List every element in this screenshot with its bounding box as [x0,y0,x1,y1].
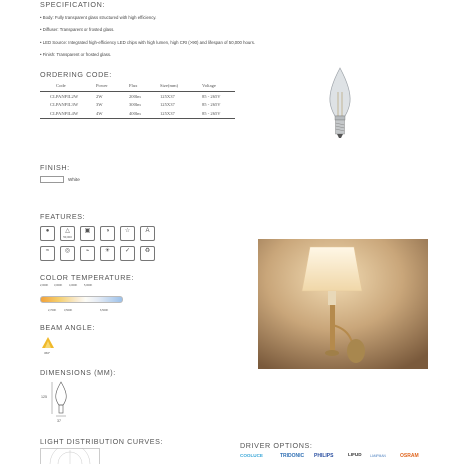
table-row [40,92,235,101]
table-cell: 400lm [129,110,141,116]
table-row [40,101,235,110]
dimension-drawing [51,381,71,417]
driver-brands [240,453,430,463]
features-heading: FEATURES: [40,212,86,221]
table-header-row [40,80,235,92]
brand-lampman-logo: LAMPMAN [370,454,386,458]
finish-swatch [40,176,64,183]
color-temperature-scale [40,284,130,316]
specification-heading: SPECIFICATION: [40,0,105,9]
table-cell: 125X37 [160,102,175,108]
specification-list [40,12,340,61]
cct-tick-top: 3,000K [54,284,63,287]
beam-angle-heading: BEAM ANGLE: [40,323,95,332]
column-header: Power [96,83,108,88]
dimension-width: 37 [57,419,61,423]
dimmable-icon: ◑ [100,226,115,241]
dimension-height: 125 [41,395,47,399]
lifespan-icon: △ 50,000 [60,226,75,241]
light-distribution-heading: LIGHT DISTRIBUTION CURVES: [40,437,164,446]
led-chip-icon: ▣ [80,226,95,241]
column-header: Flux [129,83,138,88]
table-cell: 2W [96,93,103,99]
lifestyle-photo [258,239,428,369]
brand-lifud-logo: LIFUD [348,452,362,457]
table-cell: 3W [96,102,103,108]
dimensions-heading: DIMENSIONS (MM): [40,368,116,377]
warranty-icon: ✓ [120,246,135,261]
table-cell: 125X37 [160,110,175,116]
finish-label: White [68,177,80,182]
table-cell: 125X37 [160,93,175,99]
color-temperature-heading: COLOR TEMPERATURE: [40,273,134,282]
table-cell: 4W [96,110,103,116]
cct-tick-top: 5,000K [84,284,93,287]
spec-item: • LED Source: Integrated high-efficiency LED chips with high lumen, high CRI (>90) and lifespan of 50,000 hours. [40,39,256,45]
brand-philips-logo: PHILIPS [314,453,334,459]
color-temperature-bar [40,296,123,303]
spec-item: • Finish: Transparent or frosted glass. [40,51,112,57]
power-factor-icon: ⌁ [80,246,95,261]
ordering-table [40,80,235,119]
cct-tick-top: 4,000K [69,284,78,287]
driver-options-heading: DRIVER OPTIONS: [240,441,313,450]
table-cell: 300lm [129,102,141,108]
cri-icon: ◎ [60,246,75,261]
table-cell: 85 - 265V [202,110,221,116]
beam-angle-value: 360° [44,351,51,355]
cct-tick-bottom: 2,700K [48,309,57,312]
light-distribution-chart [40,448,100,464]
table-cell: 85 - 265V [202,93,221,99]
table-cell: CLPANFIL2W [50,93,79,99]
column-header: Code [56,83,66,88]
spec-item: • Body: Fully transparent glass structured with high efficiency. [40,15,157,20]
brand-cooluce-logo: COOLUCE [240,453,263,458]
cct-tick-top: 2,000K [40,284,49,287]
ordering-code-heading: ORDERING CODE: [40,70,112,79]
column-header: Size(mm) [160,83,179,88]
column-header: Voltage [202,83,216,88]
brand-tridonic-logo: TRIDONIC [280,453,305,459]
instant-on-icon: ☀ [100,246,115,261]
ip-rating-icon: ● [40,226,55,241]
flicker-free-icon: ≈ [40,246,55,261]
energy-class-icon: A [140,226,155,241]
table-row [40,109,235,118]
bulb-icon: ☆ [120,226,135,241]
spec-item: • Diffuser: Transparent or frosted glass. [40,27,115,33]
table-cell: CLPANFIL3W [50,102,79,108]
table-cell: 200lm [129,93,141,99]
finish-heading: FINISH: [40,163,70,172]
features-grid [40,226,180,266]
beam-angle-icon [40,335,56,349]
cct-tick-bottom: 3,500K [64,309,73,312]
cct-tick-bottom: 6,500K [100,309,109,312]
product-bulb-image [325,66,355,141]
table-cell: CLPANFIL4W [50,110,79,116]
eco-icon: ♻ [140,246,155,261]
brand-osram-logo: OSRAM [400,453,419,459]
table-cell: 85 - 265V [202,102,221,108]
